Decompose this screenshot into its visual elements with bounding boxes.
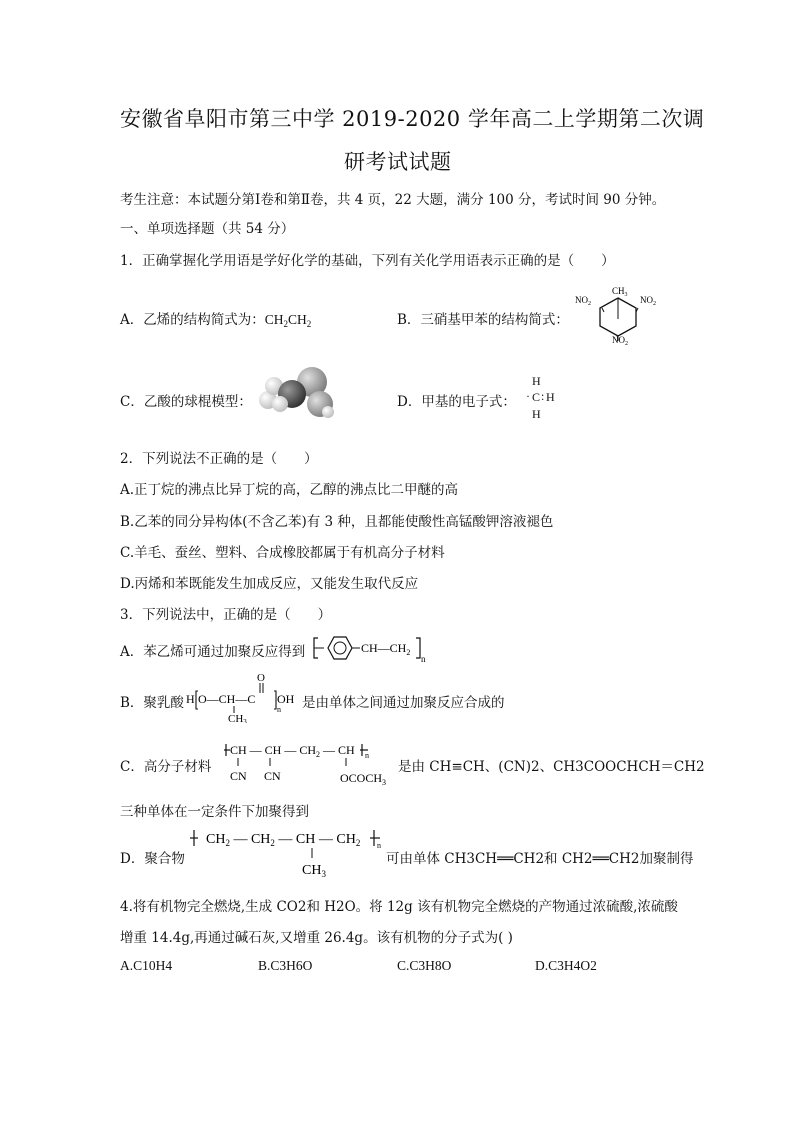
q3-option-d-label: D．聚合物 — [120, 851, 185, 867]
q4-option-b: B.C3H6O — [258, 958, 313, 973]
trinitrotoluene-structure — [572, 281, 672, 347]
svg-text:OH: OH — [277, 692, 295, 706]
q4-stem-line1: 4.将有机物完全燃烧,生成 CO2和 H2O。将 12g 该有机物完全燃烧的产物通过浓硫酸,浓硫酸 — [120, 899, 678, 915]
q2-option-b: B.乙苯的同分异构体(不含乙苯)有 3 种，且都能使酸性高锰酸钾溶液褪色 — [120, 514, 554, 530]
polylactic-acid-structure — [184, 669, 300, 723]
q4-option-a: A.C10H4 — [120, 958, 173, 973]
section-heading: 一、单项选择题（共 54 分） — [120, 221, 295, 237]
page-title-line1: 安徽省阜阳市第三中学 2019-2020 学年高二上学期第二次调 — [120, 107, 705, 131]
q2-stem: 2．下列说法不正确的是（ ） — [120, 451, 318, 467]
repeat-n: n — [421, 654, 426, 664]
q4-option-d: D.C3H4O2 — [535, 958, 597, 973]
polypropylene-copolymer-structure — [186, 826, 386, 880]
q1-option-a-label: A．乙烯的结构简式为： — [120, 312, 265, 328]
svg-text:O: O — [257, 672, 265, 684]
q3-option-c-label: C．高分子材料 — [120, 759, 212, 775]
svg-text:CH3: $CH_3$ — [302, 863, 326, 879]
q3-option-b-text: 是由单体之间通过加聚反应合成的 — [302, 695, 505, 711]
q3-option-c-text: 是由 CH≡CH、(CN)2、CH3COOCHCH＝CH2 — [398, 759, 705, 775]
svg-text:CN: CN — [264, 769, 281, 783]
q3-option-b-label: B．聚乳酸 — [120, 695, 184, 711]
svg-text:n: n — [365, 751, 369, 760]
q2-option-d: D.丙烯和苯既能发生加成反应，又能发生取代反应 — [120, 576, 419, 592]
svg-text:n: n — [277, 705, 281, 714]
polymer-material-structure — [222, 738, 400, 788]
q4-stem-line2: 增重 14.4g,再通过碱石灰,又增重 26.4g。该有机物的分子式为( ) — [120, 930, 513, 946]
styrene-chain: $CH—CH_2$ — [361, 641, 411, 657]
svg-text:n: n — [377, 841, 381, 850]
q3-option-c-continued: 三种单体在一定条件下加聚得到 — [120, 804, 309, 820]
methyl-electron-formula: H · C : H H — [526, 374, 555, 421]
exam-notice: 考生注意：本试题分第Ⅰ卷和第Ⅱ卷，共 4 页，22 大题，满分 100 分，考试时间 90 分钟。 — [120, 192, 666, 208]
svg-text:O—CH—C: O—CH—C — [198, 692, 256, 706]
q1-option-d-label: D．甲基的电子式： — [397, 394, 516, 410]
svg-text:CH3: CH3 — [228, 713, 247, 723]
q1-option-a — [120, 308, 311, 328]
no2-right-label: $NO_2$ — [640, 295, 656, 307]
q4-option-c: C.C3H8O — [397, 958, 452, 973]
no2-bottom-label: $NO_2$ — [612, 335, 628, 347]
page-title-line2: 研考试试题 — [344, 150, 452, 174]
q1-option-c-label: C．乙酸的球棍模型： — [120, 394, 252, 410]
q2-option-c: C.羊毛、蚕丝、塑料、合成橡胶都属于有机高分子材料 — [120, 545, 445, 561]
q2-option-a: A.正丁烷的沸点比异丁烷的高，乙醇的沸点比二甲醚的高 — [120, 482, 459, 498]
ethylene-formula: $CH_2CH_2$ — [264, 312, 312, 329]
svg-text:CH2 — CH2 — CH — CH2: $CH_2$ — $CH_2$ — CH — $CH_2$ — [206, 832, 361, 848]
q3-stem: 3．下列说法中，正确的是（ ） — [120, 607, 332, 623]
q3-option-a-label: A．苯乙烯可通过加聚反应得到 — [120, 644, 306, 660]
q3-option-d-text: 可由单体 CH3CH══CH2和 CH2══CH2加聚制得 — [386, 851, 694, 867]
polystyrene-structure — [312, 634, 432, 664]
svg-text:H: H — [186, 692, 195, 706]
svg-text:OCOCH3: $OCOCH_3$ — [340, 771, 387, 787]
acetic-acid-ball-model — [254, 364, 336, 420]
no2-left-label: $NO_2$ — [575, 295, 591, 307]
q1-option-b-label: B．三硝基甲苯的结构简式： — [397, 312, 569, 328]
q1-stem: 1．正确掌握化学用语是学好化学的基础，下列有关化学用语表示正确的是（ ） — [120, 253, 615, 269]
svg-text:CN: CN — [230, 769, 247, 783]
ch3-label: $CH_3$ — [612, 286, 628, 298]
svg-text:CH — CH — CH2 — CH: CH — CH — $CH_2$ — CH — [230, 743, 355, 759]
